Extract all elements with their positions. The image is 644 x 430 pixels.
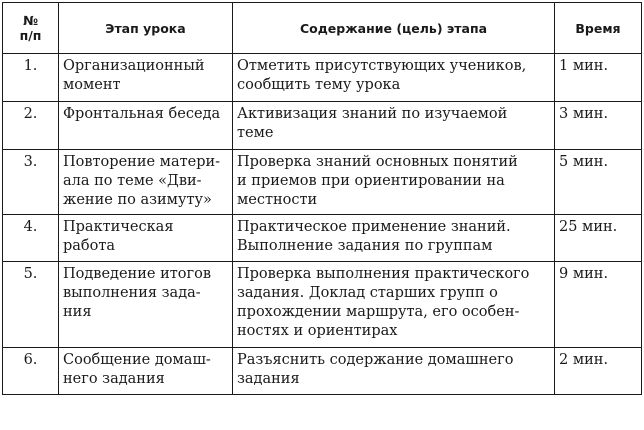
row-content-cell [233, 262, 555, 348]
row-stage: Организационный момент [63, 58, 205, 93]
row-number-cell [3, 215, 59, 262]
header-row [3, 3, 642, 54]
row-content: Активизация знаний по изучаемой теме [237, 106, 508, 141]
row-number: 6. [23, 352, 38, 368]
row-time: 3 мин. [559, 106, 609, 122]
table-header [3, 3, 642, 54]
table-row [3, 54, 642, 102]
row-time-cell [555, 262, 642, 348]
row-number-cell [3, 150, 59, 215]
row-content: Разъяснить содержание домашнего задания [237, 352, 514, 387]
row-stage: Фронтальная беседа [63, 106, 221, 122]
row-stage: Сообщение домаш- него задания [63, 352, 211, 387]
row-number: 5. [23, 266, 38, 282]
row-time-cell [555, 102, 642, 150]
row-stage: Повторение матери- ала по теме «Дви- жение по азимуту» [63, 154, 221, 208]
row-time: 25 мин. [559, 219, 618, 235]
header-stage-label: Этап урока [105, 20, 186, 36]
table-row [3, 215, 642, 262]
row-stage-cell [59, 262, 233, 348]
row-content-cell [233, 54, 555, 102]
header-number [3, 3, 59, 54]
row-content-cell [233, 102, 555, 150]
row-content-cell [233, 215, 555, 262]
table-row [3, 102, 642, 150]
row-stage: Практическая работа [63, 219, 174, 254]
row-stage-cell [59, 102, 233, 150]
row-stage-cell [59, 215, 233, 262]
row-content: Отметить присутствующих учеников, сообщить тему урока [237, 58, 527, 93]
row-content: Проверка знаний основных понятий и приемов при ориентировании на местности [237, 154, 518, 208]
header-content-label: Содержание (цель) этапа [299, 20, 488, 36]
table-row [3, 262, 642, 348]
row-time-cell [555, 215, 642, 262]
row-number-cell [3, 262, 59, 348]
header-time [555, 3, 642, 54]
row-stage-cell [59, 348, 233, 395]
row-time-cell [555, 348, 642, 395]
row-time: 9 мин. [559, 266, 609, 282]
row-number: 1. [23, 58, 38, 74]
header-number-label: № п/п [19, 13, 42, 43]
row-time: 5 мин. [559, 154, 609, 170]
row-content: Практическое применение знаний. Выполнение задания по группам [237, 219, 511, 254]
header-stage [59, 3, 233, 54]
header-time-label: Время [575, 20, 621, 36]
table-row [3, 150, 642, 215]
row-number: 2. [23, 106, 38, 122]
row-content: Проверка выполнения практического задания. Доклад старших групп о прохождении маршрута, его особен- ностях и ориентирах [237, 266, 530, 339]
row-number-cell [3, 102, 59, 150]
row-content-cell [233, 348, 555, 395]
header-content [233, 3, 555, 54]
lesson-plan-table [2, 2, 642, 395]
row-time: 1 мин. [559, 58, 609, 74]
row-number: 3. [23, 154, 38, 170]
row-number: 4. [23, 219, 38, 235]
table-body [3, 54, 642, 395]
row-stage-cell [59, 54, 233, 102]
row-time-cell [555, 150, 642, 215]
row-time: 2 мин. [559, 352, 609, 368]
row-number-cell [3, 54, 59, 102]
row-content-cell [233, 150, 555, 215]
row-stage-cell [59, 150, 233, 215]
row-time-cell [555, 54, 642, 102]
row-stage: Подведение итогов выполнения зада- ния [63, 266, 211, 320]
table-row [3, 348, 642, 395]
row-number-cell [3, 348, 59, 395]
